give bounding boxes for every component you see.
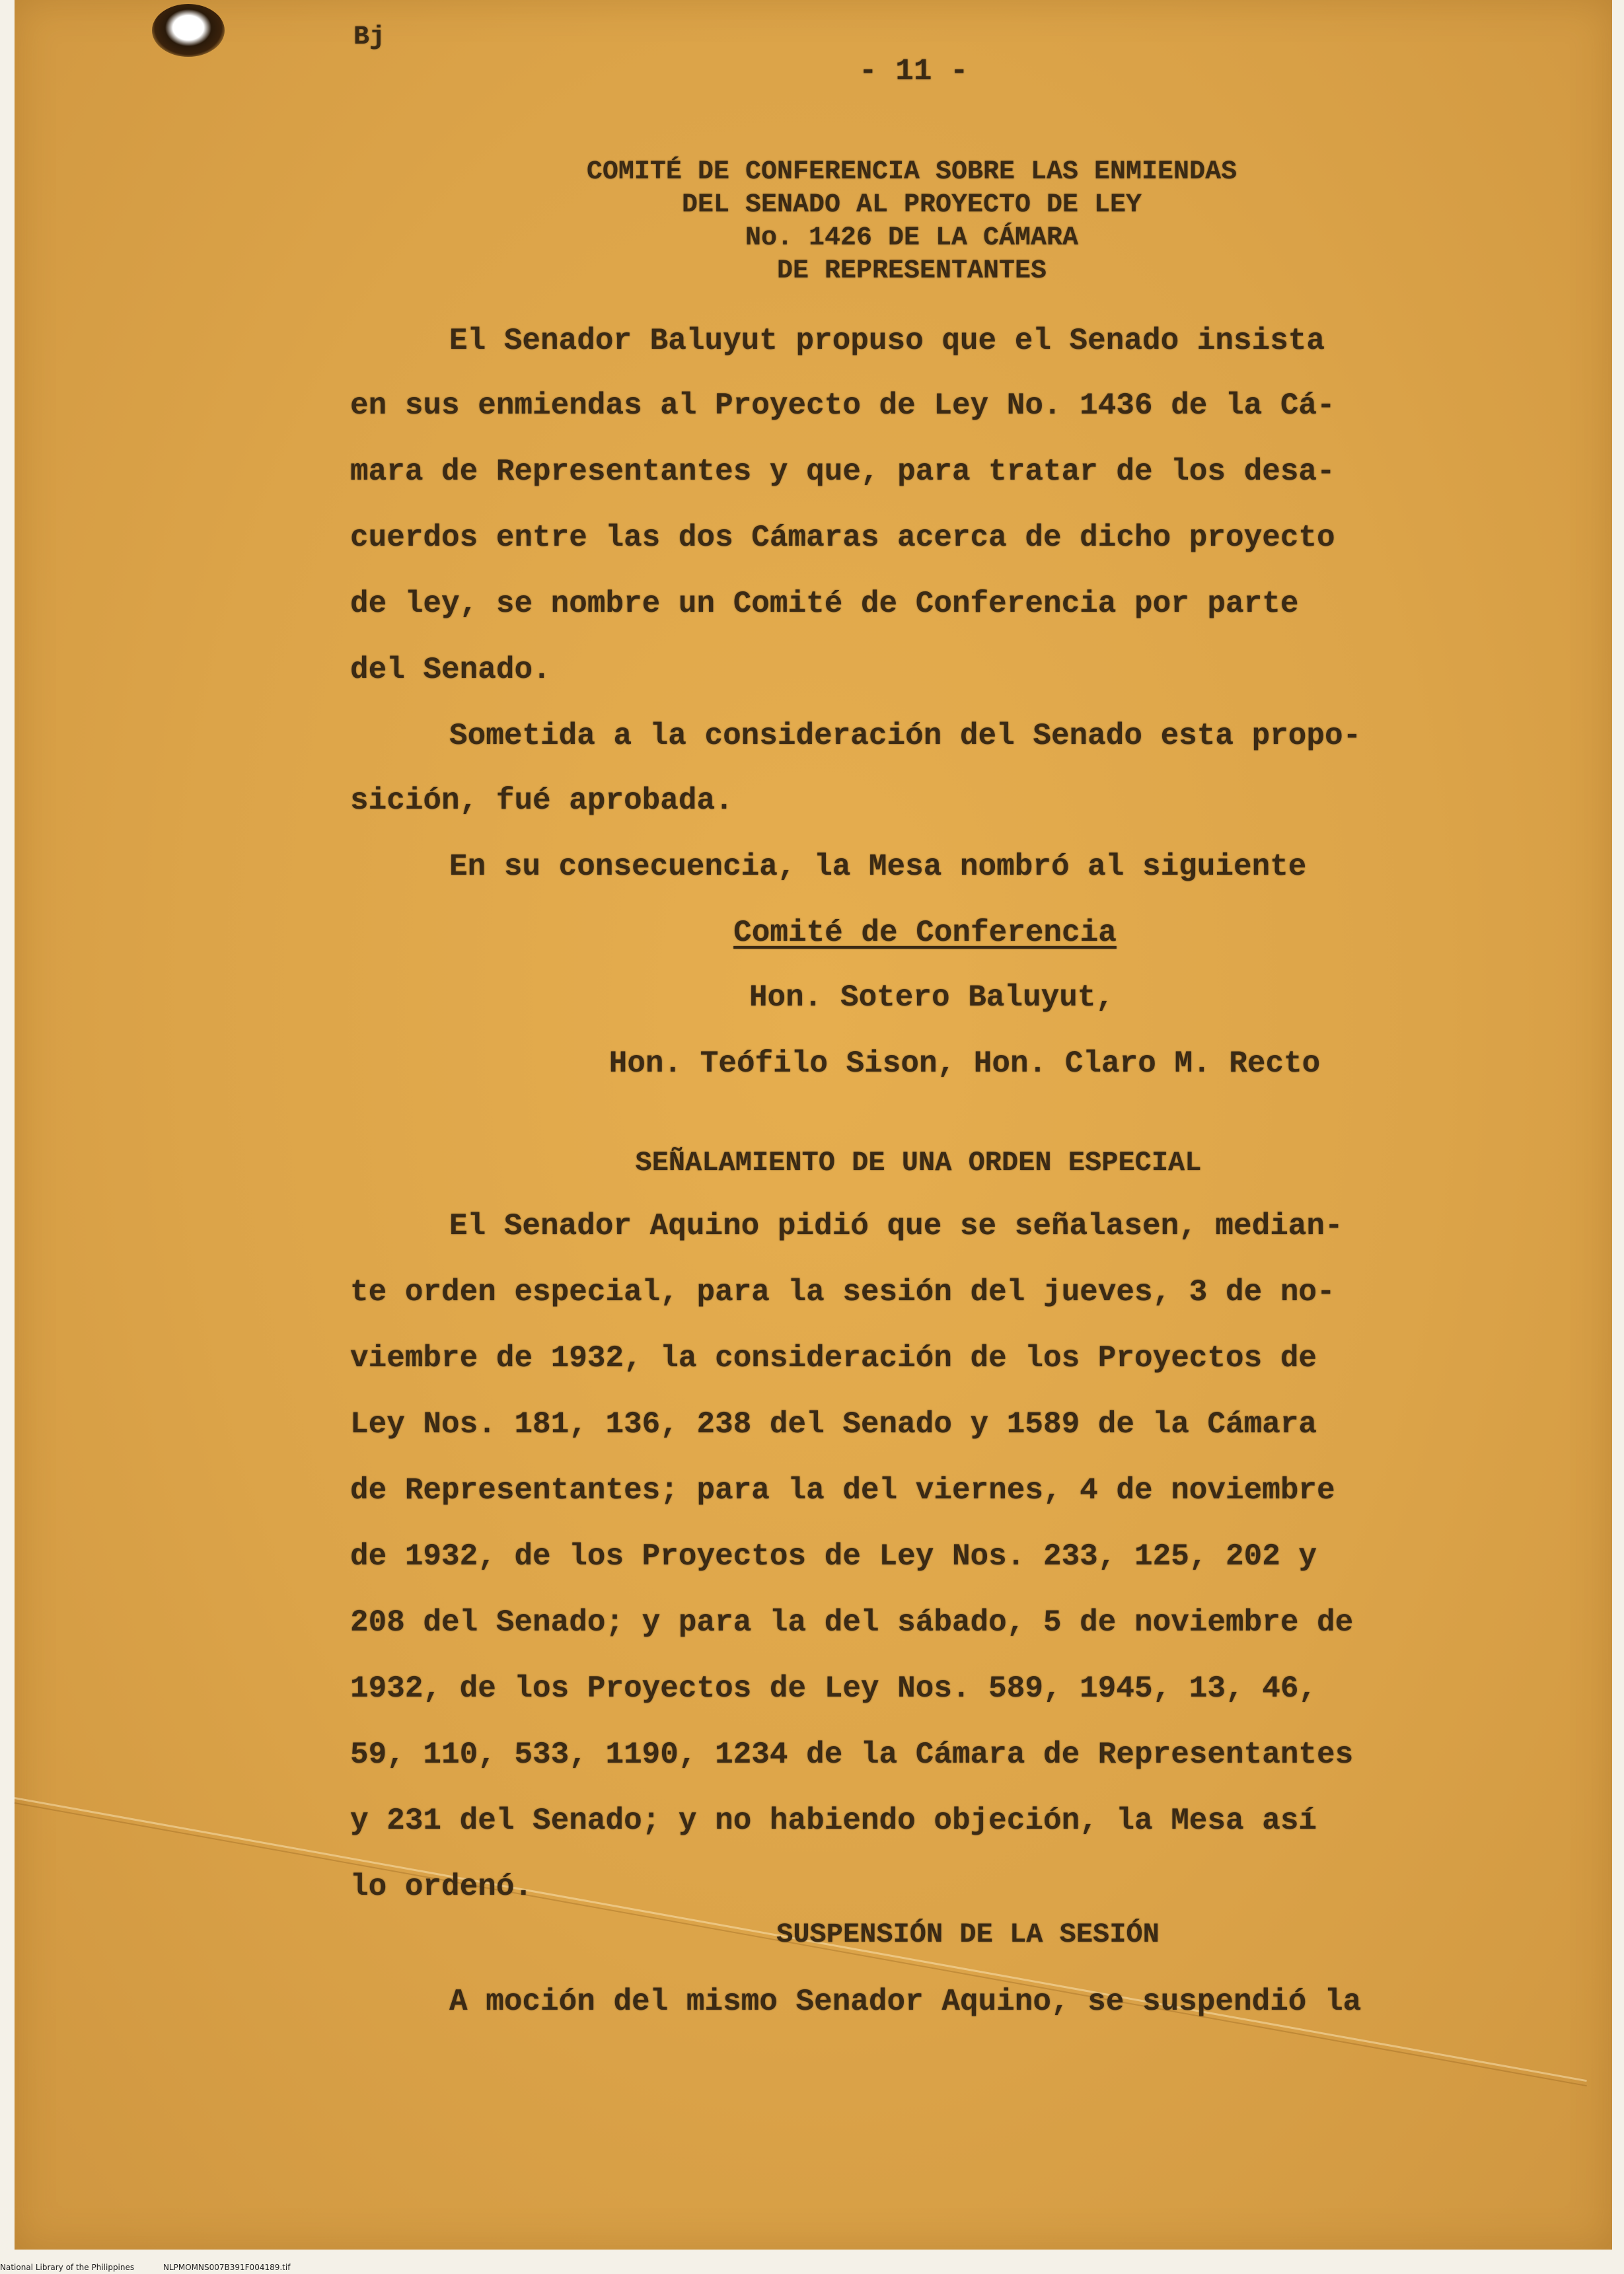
special-order-heading: SEÑALAMIENTO DE UNA ORDEN ESPECIAL xyxy=(635,1147,1202,1179)
footer-library: National Library of the Philippines xyxy=(0,2263,135,2272)
paragraph2-line-2: sición, fué aprobada. xyxy=(350,784,733,818)
paragraph4-line-8: 1932, de los Proyectos de Ley Nos. 589, 1945, 13, 46, xyxy=(350,1671,1317,1706)
committee-heading: Comité de Conferencia xyxy=(733,916,1117,950)
paragraph1-line-5: de ley, se nombre un Comité de Conferencia por parte xyxy=(350,587,1299,621)
paragraph4-line-1: El Senador Aquino pidió que se señalasen, median- xyxy=(449,1209,1343,1243)
footer-file-name: NLPMOMNS007B391F004189.tif xyxy=(163,2263,291,2272)
paragraph1-line-3: mara de Representantes y que, para tratar de los desa- xyxy=(350,455,1335,489)
punch-hole xyxy=(152,4,225,57)
paragraph1-line-2: en sus enmiendas al Proyecto de Ley No. 1436 de la Cá- xyxy=(350,388,1335,423)
paragraph4-line-11: lo ordenó. xyxy=(350,1870,533,1904)
paragraph1-line-6: del Senado. xyxy=(350,653,551,687)
paragraph1-line-1: El Senador Baluyut propuso que el Senado insista xyxy=(449,324,1325,358)
page-number: - 11 - xyxy=(859,54,969,89)
paragraph2-line-1: Sometida a la consideración del Senado esta propo- xyxy=(449,719,1362,753)
member-line-1: Hon. Sotero Baluyut, xyxy=(749,980,1115,1015)
title-line-4: DE REPRESENTANTES xyxy=(776,256,1047,286)
title-line-2: DEL SENADO AL PROYECTO DE LEY xyxy=(681,190,1142,220)
suspension-heading: SUSPENSIÓN DE LA SESIÓN xyxy=(776,1919,1160,1950)
paragraph4-line-2: te orden especial, para la sesión del jueves, 3 de no- xyxy=(350,1275,1335,1309)
corner-mark: Bj xyxy=(353,22,386,52)
paragraph4-line-3: viembre de 1932, la consideración de los Proyectos de xyxy=(350,1341,1317,1375)
paragraph4-line-7: 208 del Senado; y para la del sábado, 5 de noviembre de xyxy=(350,1605,1354,1640)
paragraph4-line-4: Ley Nos. 181, 136, 238 del Senado y 1589 de la Cámara xyxy=(350,1407,1317,1442)
paragraph4-line-6: de 1932, de los Proyectos de Ley Nos. 233, 125, 202 y xyxy=(350,1539,1317,1574)
member-line-2: Hon. Teófilo Sison, Hon. Claro M. Recto xyxy=(609,1046,1321,1081)
paragraph4-line-9: 59, 110, 533, 1190, 1234 de la Cámara de Representantes xyxy=(350,1738,1354,1772)
paragraph1-line-4: cuerdos entre las dos Cámaras acerca de dicho proyecto xyxy=(350,521,1335,555)
paragraph4-line-5: de Representantes; para la del viernes, 4 de noviembre xyxy=(350,1473,1335,1508)
paragraph5-line: A moción del mismo Senador Aquino, se suspendió la xyxy=(449,1985,1362,2019)
scan-footer xyxy=(0,2263,316,2272)
title-line-3: No. 1426 DE LA CÁMARA xyxy=(745,223,1079,253)
paragraph4-line-10: y 231 del Senado; y no habiendo objeción, la Mesa así xyxy=(350,1804,1317,1838)
paragraph3-line: En su consecuencia, la Mesa nombró al siguiente xyxy=(449,850,1307,884)
title-line-1: COMITÉ DE CONFERENCIA SOBRE LAS ENMIENDAS xyxy=(586,157,1237,187)
